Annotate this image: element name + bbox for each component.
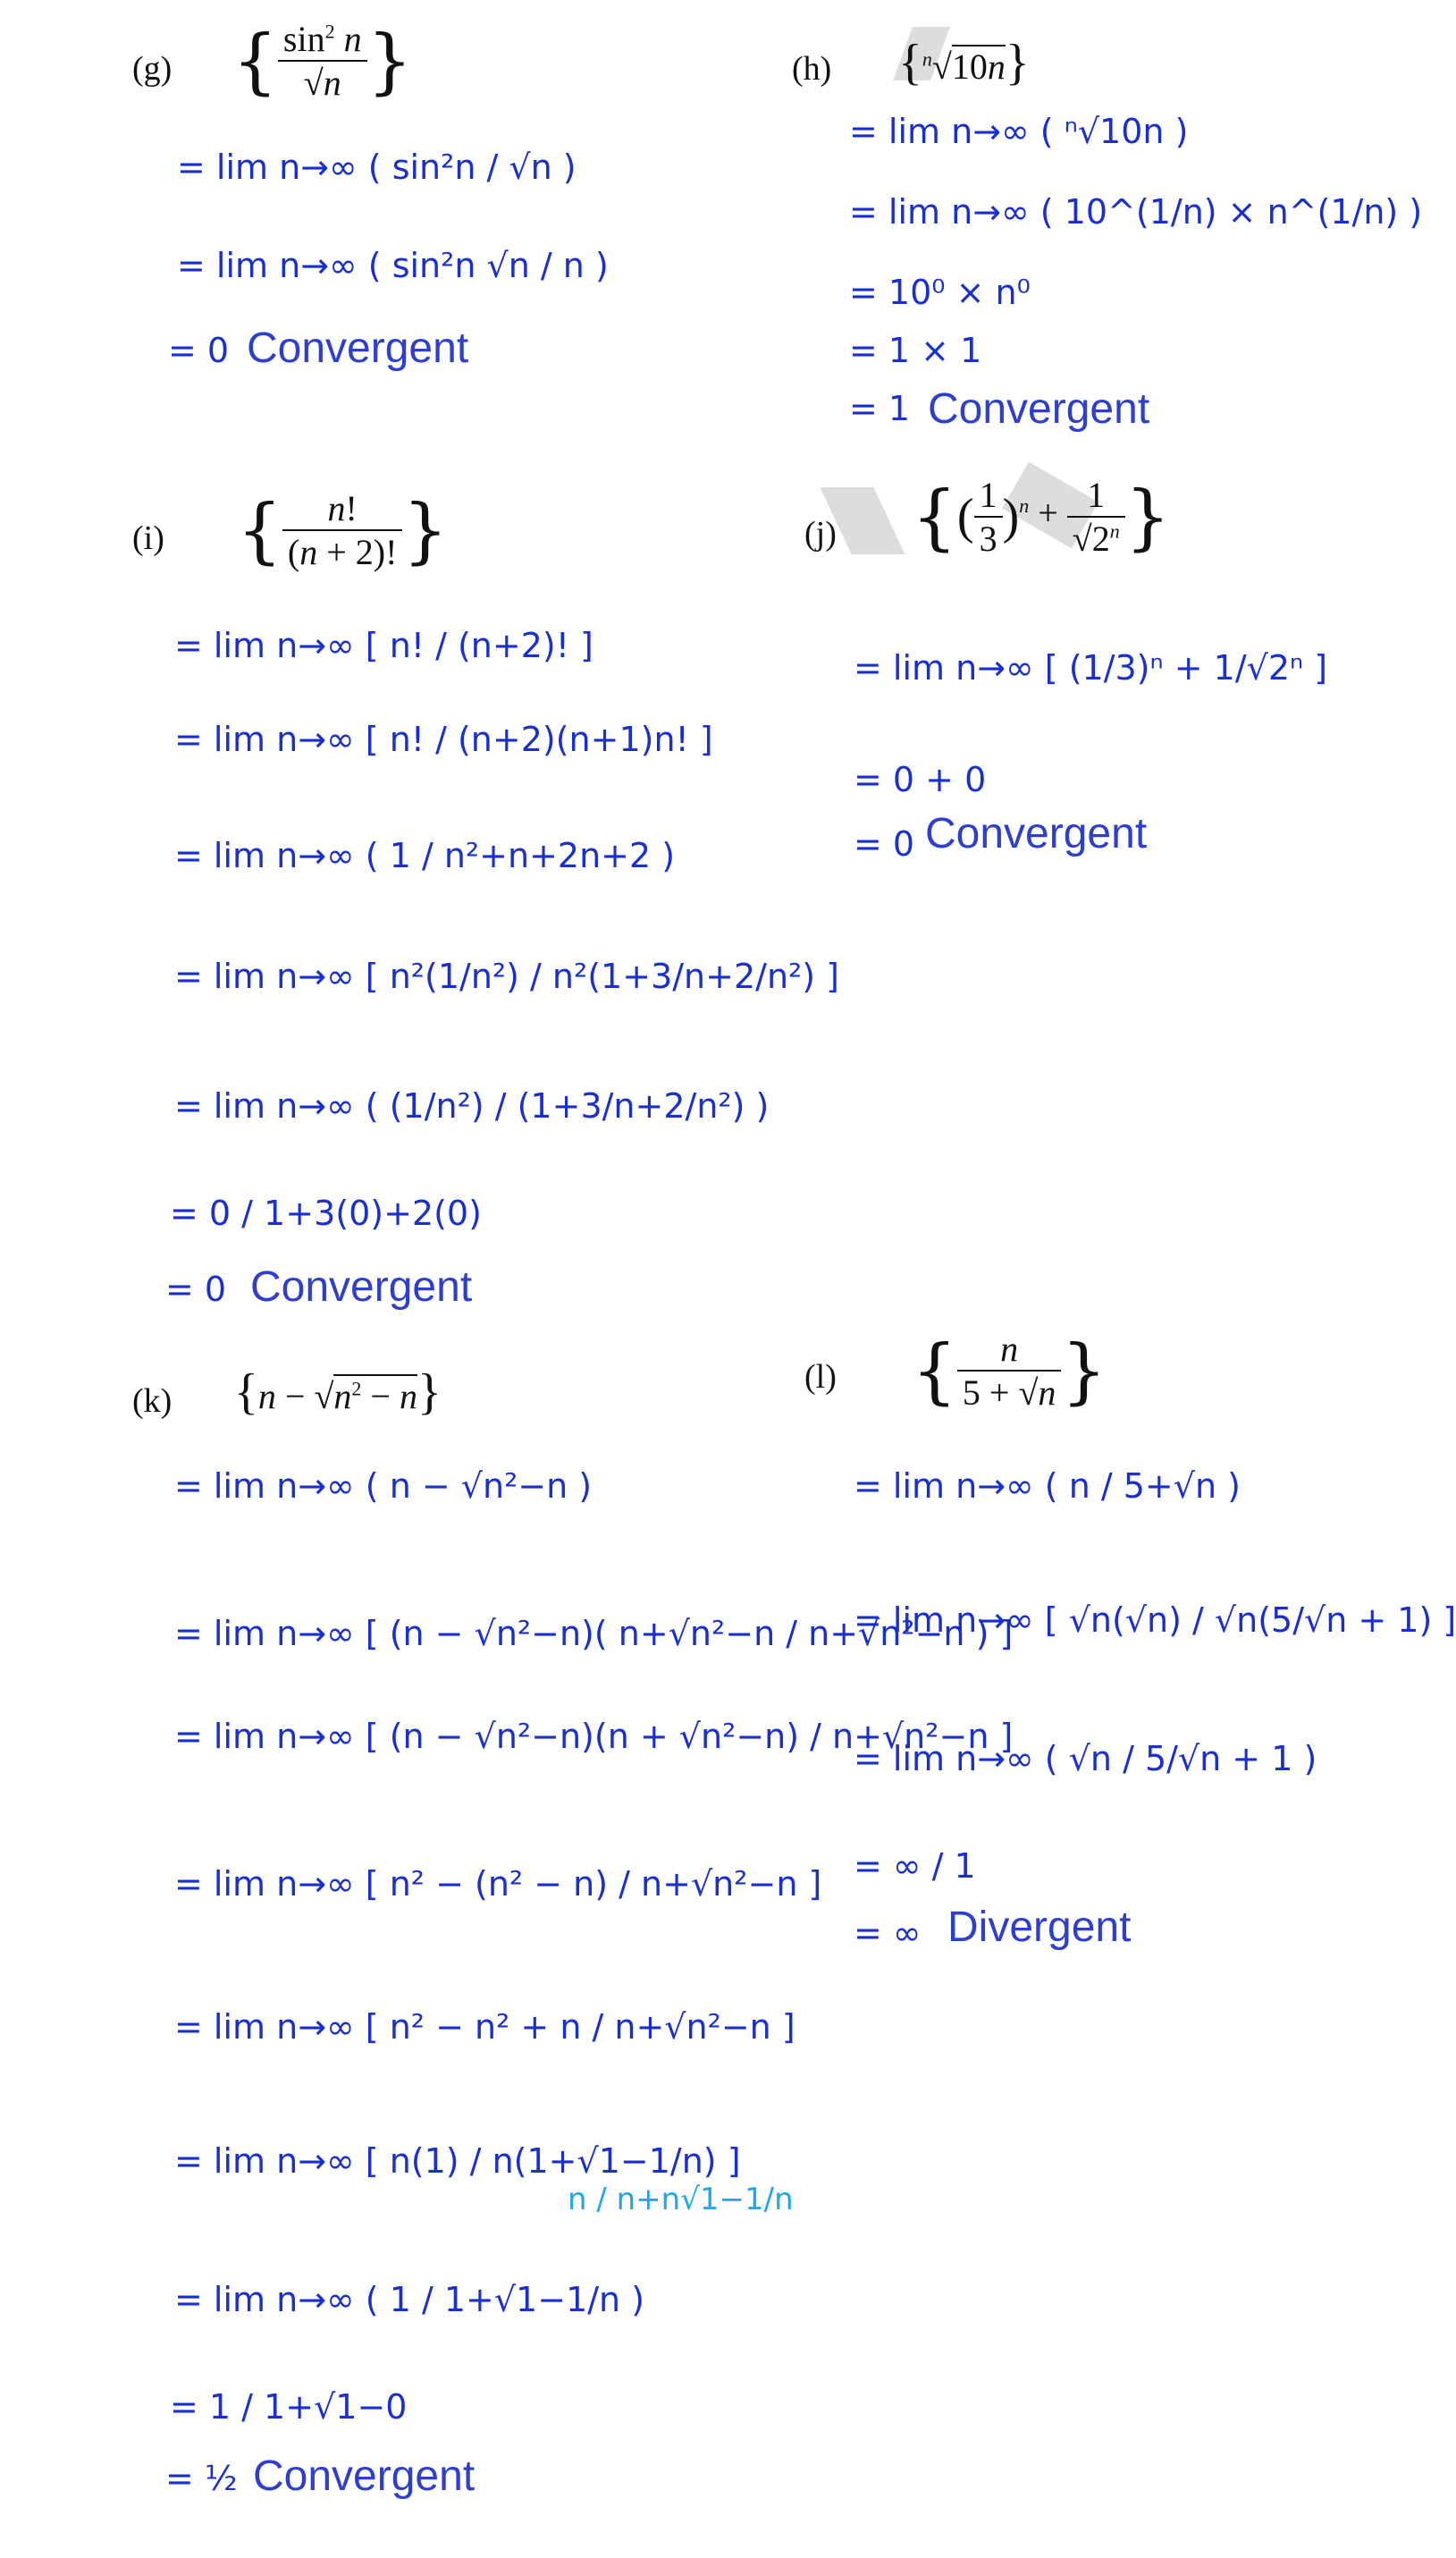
problem-label: (k)	[132, 1382, 173, 1420]
solution-step: = lim n→∞ [ n! / (n+2)(n+1)n! ]	[174, 720, 713, 759]
final-value: = 0	[165, 1270, 227, 1309]
problem-expression: { $\frac{n!}{(n + 2)!}$ }	[237, 488, 449, 572]
problem-label: (i)	[132, 519, 164, 557]
solution-step: = lim n→∞ [ √n(√n) / √n(5/√n + 1) ]	[854, 1600, 1456, 1640]
solution-step: = lim n→∞ [ n! / (n+2)! ]	[174, 626, 593, 665]
final-value: = ½	[165, 2459, 238, 2498]
solution-step: = lim n→∞ [ n² − (n² − n) / n+√n²−n ]	[174, 1864, 822, 1904]
verdict-label: Convergent	[247, 325, 469, 372]
solution-step: = 1 × 1	[849, 331, 982, 370]
solution-step: = lim n→∞ ( 1 / n²+n+2n+2 )	[174, 836, 676, 875]
problem-expression: $\{n - √n^2 - n\}$	[234, 1364, 442, 1420]
solution-step: = lim n→∞ ( √n / 5/√n + 1 )	[854, 1739, 1317, 1778]
problem-expression: {( $\frac{1}{3}$ )$^n$ + $\frac{1}{√2^n}$ }	[912, 475, 1171, 559]
solution-step: = 0 / 1+3(0)+2(0)	[170, 1194, 482, 1233]
problem-expression: { $\frac{n}{5 + √n}$ }	[912, 1329, 1107, 1413]
solution-step: = lim n→∞ ( 10^(1/n) × n^(1/n) )	[849, 192, 1423, 232]
solution-step: = 10⁰ × n⁰	[849, 273, 1031, 312]
final-value: = 1	[849, 389, 911, 428]
solution-step: = lim n→∞ [ n² − n² + n / n+√n²−n ]	[174, 2007, 795, 2047]
solution-step: = 0 + 0	[854, 760, 987, 799]
solution-step: = lim n→∞ ( sin²n / √n )	[177, 148, 577, 187]
problem-label: (j)	[804, 515, 837, 553]
solution-step: = lim n→∞ ( ⁿ√10n )	[849, 112, 1189, 151]
solution-step: = lim n→∞ ( (1/n²) / (1+3/n+2/n²) )	[174, 1086, 770, 1126]
final-value: = 0	[168, 331, 230, 370]
solution-step: = ∞ / 1	[854, 1846, 976, 1886]
problem-expression: { $\frac{\sin^2 n}{√n}$ }	[232, 19, 413, 103]
final-value: = ∞	[854, 1913, 922, 1953]
side-note: n / n+n√1−1/n	[568, 2182, 794, 2217]
solution-step: = lim n→∞ [ n(1) / n(1+√1−1/n) ]	[174, 2141, 741, 2181]
solution-step: = lim n→∞ ( sin²n √n / n )	[177, 246, 609, 285]
solution-step: = lim n→∞ ( 1 / 1+√1−1/n )	[174, 2280, 645, 2319]
verdict-label: Divergent	[947, 1904, 1132, 1951]
verdict-label: Convergent	[925, 810, 1148, 857]
verdict-label: Convergent	[250, 1263, 473, 1311]
verdict-label: Convergent	[928, 385, 1150, 433]
problem-label: (g)	[132, 50, 173, 88]
solution-step: = 1 / 1+√1−0	[170, 2387, 408, 2427]
solution-step: = lim n→∞ ( n − √n²−n )	[174, 1466, 593, 1506]
solution-step: = lim n→∞ ( n / 5+√n )	[854, 1466, 1241, 1506]
problem-label: (l)	[804, 1358, 837, 1396]
solution-step: = lim n→∞ [ n²(1/n²) / n²(1+3/n+2/n²) ]	[174, 957, 840, 996]
solution-step: = lim n→∞ [ (n − √n²−n)(n + √n²−n) / n+√n²−n ]	[174, 1717, 1014, 1756]
verdict-label: Convergent	[253, 2452, 476, 2500]
problem-label: (h)	[792, 50, 832, 88]
solution-step: = lim n→∞ [ (1/3)ⁿ + 1/√2ⁿ ]	[854, 648, 1328, 688]
problem-expression: {$^n$√10n}	[898, 35, 1030, 90]
final-value: = 0	[854, 824, 915, 864]
solution-step: = lim n→∞ [ (n − √n²−n)( n+√n²−n / n+√n²−n ) ]	[174, 1614, 1014, 1653]
